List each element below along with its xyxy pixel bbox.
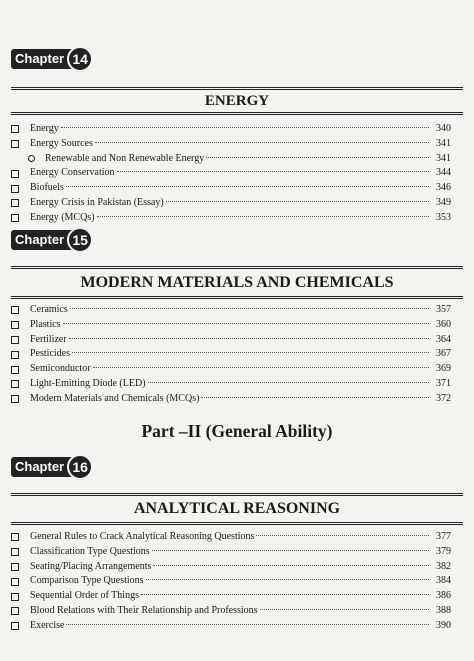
part-heading: Part –II (General Ability) bbox=[141, 421, 333, 441]
square-bullet-icon bbox=[11, 563, 19, 571]
chapter-15-entries bbox=[11, 303, 451, 407]
dot-leader bbox=[61, 127, 429, 128]
page-number: 349 bbox=[436, 196, 451, 208]
chapter-label: Chapter bbox=[11, 457, 78, 477]
square-bullet-icon bbox=[11, 380, 19, 388]
square-bullet-icon bbox=[11, 321, 19, 329]
chapter-16-entries bbox=[11, 530, 451, 634]
square-bullet-icon bbox=[11, 140, 19, 148]
toc-subentry[interactable]: Renewable and Non Renewable Energy 341 bbox=[11, 152, 451, 167]
square-bullet-icon bbox=[11, 170, 19, 178]
toc-entry[interactable]: Biofuels 346 bbox=[11, 181, 451, 196]
dot-leader bbox=[97, 216, 429, 217]
chapter-label: Chapter bbox=[11, 230, 78, 250]
dot-leader bbox=[66, 186, 429, 187]
page-number: 382 bbox=[436, 560, 451, 572]
page-number: 346 bbox=[436, 182, 451, 194]
chapter-14-title: ENERGY bbox=[11, 87, 463, 115]
toc-entry[interactable]: Fertilizer 364 bbox=[11, 333, 451, 348]
square-bullet-icon bbox=[11, 336, 19, 344]
page-number: 341 bbox=[436, 152, 451, 164]
page-number: 371 bbox=[436, 377, 451, 389]
page-number: 384 bbox=[436, 575, 451, 587]
page-number: 377 bbox=[436, 531, 451, 542]
toc-entry[interactable]: Light-Emitting Diode (LED) 371 bbox=[11, 377, 451, 392]
square-bullet-icon bbox=[11, 199, 19, 207]
square-bullet-icon bbox=[11, 607, 19, 615]
dot-leader bbox=[69, 338, 429, 339]
dot-leader bbox=[260, 609, 429, 610]
square-bullet-icon bbox=[11, 622, 19, 630]
page-number: 364 bbox=[436, 333, 451, 345]
dot-leader bbox=[93, 367, 429, 368]
page-number: 341 bbox=[436, 137, 451, 149]
page-number: 353 bbox=[436, 211, 451, 223]
dot-leader bbox=[201, 397, 429, 398]
toc-entry[interactable]: Energy Sources 341 bbox=[11, 137, 451, 152]
chapter-15-badge bbox=[11, 230, 93, 250]
dot-leader bbox=[148, 382, 429, 383]
page-number: 372 bbox=[436, 392, 451, 404]
page-number: 390 bbox=[436, 619, 451, 631]
toc-entry[interactable]: Energy Conservation 344 bbox=[11, 166, 451, 181]
page-number: 340 bbox=[436, 123, 451, 134]
page-number: 367 bbox=[436, 348, 451, 360]
square-bullet-icon bbox=[11, 578, 19, 586]
toc-entry[interactable]: Modern Materials and Chemicals (MCQs) 372 bbox=[11, 392, 451, 407]
dot-leader bbox=[206, 157, 429, 158]
page-number: 357 bbox=[436, 304, 451, 315]
chapter-label: Chapter bbox=[11, 49, 78, 69]
square-bullet-icon bbox=[11, 533, 19, 541]
toc-entry[interactable]: Pesticides 367 bbox=[11, 347, 451, 362]
dot-leader bbox=[152, 550, 429, 551]
square-bullet-icon bbox=[11, 395, 19, 403]
dot-leader bbox=[66, 624, 429, 625]
toc-entry[interactable]: Seating/Placing Arrangements 382 bbox=[11, 560, 451, 575]
chapter-16-badge bbox=[11, 457, 93, 477]
square-bullet-icon bbox=[11, 351, 19, 359]
toc-entry[interactable]: Sequential Order of Things 386 bbox=[11, 589, 451, 604]
chapter-14-entries bbox=[11, 122, 451, 226]
dot-leader bbox=[95, 142, 429, 143]
chapter-number: 14 bbox=[67, 46, 93, 72]
square-bullet-icon bbox=[11, 366, 19, 374]
toc-entry[interactable]: Semiconductor 369 bbox=[11, 362, 451, 377]
toc-entry[interactable]: Energy Crisis in Pakistan (Essay) 349 bbox=[11, 196, 451, 211]
chapter-number: 16 bbox=[67, 454, 93, 480]
dot-leader bbox=[141, 594, 429, 595]
toc-entry[interactable]: Classification Type Questions 379 bbox=[11, 545, 451, 560]
dot-leader bbox=[153, 565, 429, 566]
circle-bullet-icon bbox=[28, 155, 35, 162]
square-bullet-icon bbox=[11, 548, 19, 556]
square-bullet-icon bbox=[11, 185, 19, 193]
dot-leader bbox=[117, 171, 429, 172]
toc-entry[interactable]: Comparison Type Questions 384 bbox=[11, 574, 451, 589]
page-number: 369 bbox=[436, 363, 451, 375]
toc-entry[interactable]: Plastics 360 bbox=[11, 318, 451, 333]
page-number: 360 bbox=[436, 318, 451, 330]
square-bullet-icon bbox=[11, 214, 19, 222]
chapter-14-badge bbox=[11, 49, 93, 69]
dot-leader bbox=[70, 308, 429, 309]
chapter-16-title: ANALYTICAL REASONING bbox=[11, 493, 463, 525]
chapter-15-title: MODERN MATERIALS AND CHEMICALS bbox=[11, 266, 463, 299]
dot-leader bbox=[256, 535, 429, 536]
toc-entry[interactable]: Ceramics 357 bbox=[11, 303, 451, 318]
square-bullet-icon bbox=[11, 593, 19, 601]
dot-leader bbox=[72, 352, 429, 353]
dot-leader bbox=[146, 579, 429, 580]
page-number: 388 bbox=[436, 604, 451, 616]
square-bullet-icon bbox=[11, 125, 19, 133]
dot-leader bbox=[63, 323, 429, 324]
toc-entry[interactable]: Blood Relations with Their Relationship and Professions 388 bbox=[11, 604, 451, 619]
toc-entry[interactable]: Energy (MCQs) 353 bbox=[11, 211, 451, 226]
square-bullet-icon bbox=[11, 306, 19, 314]
dot-leader bbox=[166, 201, 429, 202]
chapter-number: 15 bbox=[67, 227, 93, 253]
page-number: 386 bbox=[436, 590, 451, 602]
toc-entry[interactable]: Energy 340 bbox=[11, 122, 451, 137]
toc-entry[interactable]: Exercise 390 bbox=[11, 619, 451, 634]
page-number: 379 bbox=[436, 545, 451, 557]
page-number: 344 bbox=[436, 167, 451, 179]
toc-entry[interactable]: General Rules to Crack Analytical Reasoning Questions 377 bbox=[11, 530, 451, 545]
